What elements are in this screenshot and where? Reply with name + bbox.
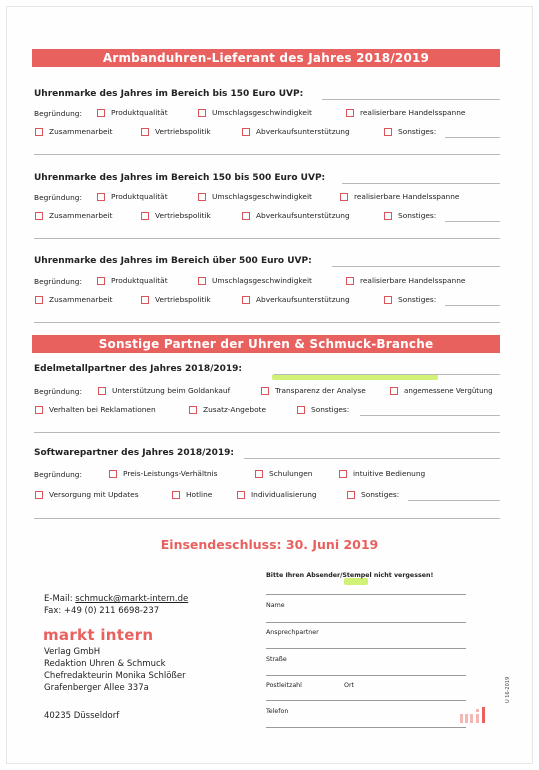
checkbox[interactable] bbox=[35, 128, 43, 136]
checkbox[interactable] bbox=[141, 212, 149, 220]
option-turnover-speed[interactable]: Umschlagsgeschwindigkeit bbox=[198, 108, 312, 117]
answer-line bbox=[244, 458, 500, 459]
option-turnover-speed[interactable]: Umschlagsgeschwindigkeit bbox=[198, 276, 312, 285]
banner-other-partners: Sonstige Partner der Uhren & Schmuck-Branche bbox=[32, 335, 500, 353]
email-link[interactable]: schmuck@markt-intern.de bbox=[75, 594, 189, 604]
address-line: Chefredakteurin Monika Schlößer bbox=[44, 671, 186, 681]
checkbox[interactable] bbox=[340, 193, 348, 201]
divider bbox=[34, 432, 500, 433]
other-line bbox=[360, 415, 500, 416]
other-line bbox=[445, 137, 500, 138]
address-city: 40235 Düsseldorf bbox=[44, 711, 120, 721]
field-label-name: Name bbox=[266, 602, 285, 609]
checkbox[interactable] bbox=[172, 491, 180, 499]
checkbox[interactable] bbox=[242, 128, 250, 136]
address-line: Grafenberger Allee 337a bbox=[44, 683, 149, 693]
name-line[interactable] bbox=[266, 622, 466, 623]
street-line[interactable] bbox=[266, 675, 466, 676]
option-other[interactable]: Sonstiges: bbox=[384, 211, 436, 220]
option-sales-support[interactable]: Abverkaufsunterstützung bbox=[242, 295, 350, 304]
section-title-precious-metal: Edelmetallpartner des Jahres 2018/2019: bbox=[34, 364, 243, 374]
reason-label: Begründung: bbox=[34, 193, 82, 202]
checkbox[interactable] bbox=[97, 193, 105, 201]
checkbox[interactable] bbox=[242, 296, 250, 304]
checkbox[interactable] bbox=[98, 387, 106, 395]
stamp-line bbox=[266, 594, 466, 595]
option-training[interactable]: Schulungen bbox=[255, 469, 312, 478]
option-cooperation[interactable]: Zusammenarbeit bbox=[35, 211, 113, 220]
option-sales-policy[interactable]: Vertriebspolitik bbox=[141, 211, 211, 220]
checkbox[interactable] bbox=[35, 491, 43, 499]
option-customization[interactable]: Individualisierung bbox=[237, 490, 317, 499]
option-sales-support[interactable]: Abverkaufsunterstützung bbox=[242, 127, 350, 136]
option-additional-offers[interactable]: Zusatz-Angebote bbox=[189, 405, 266, 414]
option-margin[interactable]: realisierbare Handelsspanne bbox=[340, 192, 459, 201]
section-title-under-150: Uhrenmarke des Jahres im Bereich bis 150 Euro UVP: bbox=[34, 89, 304, 99]
checkbox[interactable] bbox=[384, 296, 392, 304]
checkbox[interactable] bbox=[255, 470, 263, 478]
option-hotline[interactable]: Hotline bbox=[172, 490, 212, 499]
option-product-quality[interactable]: Produktqualität bbox=[97, 276, 168, 285]
option-margin[interactable]: realisierbare Handelsspanne bbox=[346, 276, 465, 285]
divider bbox=[34, 322, 500, 323]
checkbox[interactable] bbox=[97, 109, 105, 117]
reason-label: Begründung: bbox=[34, 470, 82, 479]
divider bbox=[34, 154, 500, 155]
divider bbox=[34, 238, 500, 239]
checkbox[interactable] bbox=[35, 296, 43, 304]
option-other[interactable]: Sonstiges: bbox=[384, 127, 436, 136]
banner-watch-supplier: Armbanduhren-Lieferant des Jahres 2018/2019 bbox=[32, 49, 500, 67]
address-line: Verlag GmbH bbox=[44, 647, 101, 657]
other-line bbox=[445, 305, 500, 306]
checkbox[interactable] bbox=[109, 470, 117, 478]
checkbox[interactable] bbox=[198, 277, 206, 285]
checkbox[interactable] bbox=[97, 277, 105, 285]
checkbox[interactable] bbox=[242, 212, 250, 220]
field-label-zip: Postleitzahl bbox=[266, 682, 302, 689]
option-sales-support[interactable]: Abverkaufsunterstützung bbox=[242, 211, 350, 220]
section-title-software: Softwarepartner des Jahres 2018/2019: bbox=[34, 448, 235, 458]
option-margin[interactable]: realisierbare Handelsspanne bbox=[346, 108, 465, 117]
checkbox[interactable] bbox=[35, 212, 43, 220]
option-product-quality[interactable]: Produktqualität bbox=[97, 192, 168, 201]
answer-line bbox=[274, 374, 500, 375]
checkbox[interactable] bbox=[35, 406, 43, 414]
field-label-phone: Telefon bbox=[266, 708, 289, 715]
option-product-quality[interactable]: Produktqualität bbox=[97, 108, 168, 117]
option-complaint-handling[interactable]: Verhalten bei Reklamationen bbox=[35, 405, 156, 414]
option-updates[interactable]: Versorgung mit Updates bbox=[35, 490, 139, 499]
highlighter-mark bbox=[344, 578, 368, 585]
contact-email: E-Mail: schmuck@markt-intern.de bbox=[44, 594, 189, 604]
option-cooperation[interactable]: Zusammenarbeit bbox=[35, 127, 113, 136]
checkbox[interactable] bbox=[198, 109, 206, 117]
checkbox[interactable] bbox=[261, 387, 269, 395]
checkbox[interactable] bbox=[141, 128, 149, 136]
checkbox[interactable] bbox=[346, 277, 354, 285]
zip-city-line[interactable] bbox=[266, 700, 466, 701]
option-sales-policy[interactable]: Vertriebspolitik bbox=[141, 295, 211, 304]
option-other[interactable]: Sonstiges: bbox=[297, 405, 349, 414]
divider bbox=[34, 518, 500, 519]
checkbox[interactable] bbox=[339, 470, 347, 478]
option-other[interactable]: Sonstiges: bbox=[384, 295, 436, 304]
reason-label: Begründung: bbox=[34, 277, 82, 286]
option-intuitive-use[interactable]: intuitive Bedienung bbox=[339, 469, 425, 478]
other-line bbox=[445, 221, 500, 222]
answer-line bbox=[332, 266, 500, 267]
reason-label: Begründung: bbox=[34, 109, 82, 118]
option-price-performance[interactable]: Preis-Leistungs-Verhältnis bbox=[109, 469, 218, 478]
option-turnover-speed[interactable]: Umschlagsgeschwindigkeit bbox=[198, 192, 312, 201]
markt-intern-logo: markt intern bbox=[43, 626, 154, 644]
section-title-over-500: Uhrenmarke des Jahres im Bereich über 500 Euro UVP: bbox=[34, 256, 312, 266]
checkbox[interactable] bbox=[384, 212, 392, 220]
option-other[interactable]: Sonstiges: bbox=[347, 490, 399, 499]
mi-logo-icon bbox=[458, 706, 488, 724]
answer-line bbox=[342, 183, 500, 184]
option-cooperation[interactable]: Zusammenarbeit bbox=[35, 295, 113, 304]
checkbox[interactable] bbox=[297, 406, 305, 414]
field-label-street: Straße bbox=[266, 656, 287, 663]
option-gold-purchase-support[interactable]: Unterstützung beim Goldankauf bbox=[98, 386, 230, 395]
answer-line bbox=[322, 99, 500, 100]
checkbox[interactable] bbox=[390, 387, 398, 395]
section-title-150-500: Uhrenmarke des Jahres im Bereich 150 bis 500 Euro UVP: bbox=[34, 173, 326, 183]
checkbox[interactable] bbox=[237, 491, 245, 499]
other-line bbox=[408, 500, 500, 501]
checkbox[interactable] bbox=[198, 193, 206, 201]
submission-deadline: Einsendeschluss: 30. Juni 2019 bbox=[160, 537, 379, 552]
option-fair-compensation[interactable]: angemessene Vergütung bbox=[390, 386, 493, 395]
checkbox[interactable] bbox=[141, 296, 149, 304]
phone-line[interactable] bbox=[266, 727, 466, 728]
reason-label: Begründung: bbox=[34, 387, 82, 396]
option-analysis-transparency[interactable]: Transparenz der Analyse bbox=[261, 386, 366, 395]
sender-note: Bitte Ihren Absender/Stempel nicht vergessen! bbox=[266, 572, 434, 579]
form-code: U 16-2019 bbox=[505, 676, 511, 703]
checkbox[interactable] bbox=[384, 128, 392, 136]
field-label-contact-person: Ansprechpartner bbox=[266, 629, 319, 636]
option-sales-policy[interactable]: Vertriebspolitik bbox=[141, 127, 211, 136]
address-line: Redaktion Uhren & Schmuck bbox=[44, 659, 166, 669]
checkbox[interactable] bbox=[346, 109, 354, 117]
checkbox[interactable] bbox=[347, 491, 355, 499]
contact-person-line[interactable] bbox=[266, 648, 466, 649]
field-label-city: Ort bbox=[344, 682, 355, 689]
checkbox[interactable] bbox=[189, 406, 197, 414]
contact-fax: Fax: +49 (0) 211 6698-237 bbox=[44, 606, 160, 616]
